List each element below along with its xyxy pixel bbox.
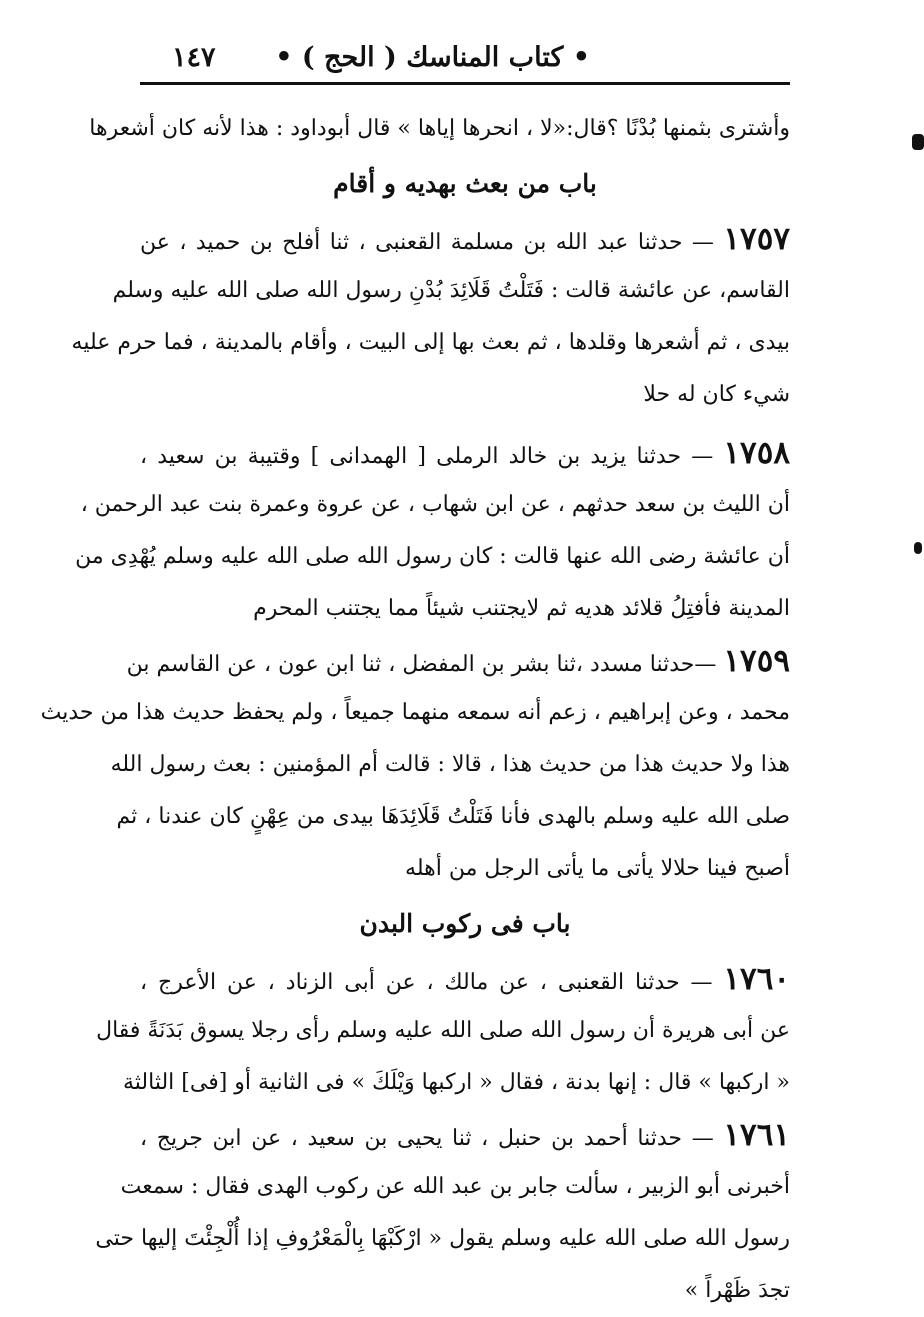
text-line [126,635,790,687]
text-span: — حدثنا أحمد بن حنبل ، ثنا يحيى بن سعيد ، عن ابن جريج ، [140,1126,714,1151]
text-line: أخبرنى أبو الزبير ، سألت جابر بن عبد الله عن ركوب الهدى فقال : سمعت [120,1174,790,1199]
hadith-number: ١٧٦١ [723,1117,790,1153]
text-line: هذا ولا حديث هذا من حديث هذا ، قالا : قالت أم المؤمنين : بعث رسول الله [110,752,790,777]
text-line: « اركبها » قال : إنها بدنة ، فقال « اركبها وَيْلَكَ » فى الثانية أو [فى] الثالثة [122,1070,790,1095]
hadith-number: ١٧٥٨ [723,435,791,471]
text-line: القاسم، عن عائشة قالت : فَتَلْتُ قَلَائِدَ بُدْنِ رسول الله صلى الله عليه وسلم [112,278,790,303]
running-header [140,40,790,85]
hadith-1761 [95,1109,790,1317]
text-line: أن الليث بن سعد حدثهم ، عن ابن شهاب ، عن عروة وعمرة بنت عبد الرحمن ، [80,492,790,517]
hadith-1759 [40,635,790,895]
section-heading: باب من بعث بهديه و أقام [333,169,597,198]
hadith-1758 [75,427,791,635]
text-line [140,1109,790,1161]
text-line [140,427,790,479]
scan-edge-mark-top [912,134,924,150]
hadith-number: ١٧٦٠ [723,961,790,997]
text-line: وأشترى بثمنها بُدْنًا ؟قال:«لا ، انحرها إياها » قال أبوداود : هذا لأنه كان أشعرها [89,116,790,141]
text-line [140,213,790,265]
text-line: أصبح فينا حلالا يأتى ما يأتى الرجل من أهله [405,856,790,881]
text-line: شيء كان له حلا [643,382,790,407]
page-body [40,103,791,1317]
page-number: ١٤٧ [172,42,216,73]
text-span: —حدثنا مسدد ،ثنا بشر بن المفضل ، ثنا ابن عون ، عن القاسم بن [126,652,717,677]
hadith-number: ١٧٥٩ [723,643,790,679]
text-span: — حدثنا القعنبى ، عن مالك ، عن أبى الزناد ، عن الأعرج ، [140,970,713,995]
running-title: • كتاب المناسك ( الحج ) • [275,42,590,73]
text-span: — حدثنا يزيد بن خالد الرملى [ الهمدانى ] وقتيبة بن سعيد ، [140,444,714,469]
hadith-number: ١٧٥٧ [723,221,790,257]
text-line: المدينة فأفتِلُ قلائد هديه ثم لايجتنب شيئاً مما يجتنب المحرم [253,596,790,621]
text-line: محمد ، وعن إبراهيم ، زعم أنه سمعه منهما جميعاً ، ولم يحفظ حديث هذا من حديث [40,700,790,725]
hadith-1757 [71,213,790,421]
text-line [140,953,790,1005]
text-line: أن عائشة رضى الله عنها قالت : كان رسول الله صلى الله عليه وسلم يُهْدِى من [75,544,790,569]
text-span: — حدثنا عبد الله بن مسلمة القعنبى ، ثنا أفلح بن حميد ، عن [140,230,714,255]
hadith-1760 [96,953,790,1109]
scan-edge-mark-middle [914,542,922,554]
section-heading: باب فى ركوب البدن [359,909,571,938]
text-line: عن أبى هريرة أن رسول الله صلى الله عليه وسلم رأى رجلا يسوق بَدَنَةً فقال [96,1018,790,1043]
book-page [40,40,791,1303]
text-line: تجدَ ظَهْراً » [684,1278,790,1303]
text-line: رسول الله صلى الله عليه وسلم يقول « ارْكَبْهَا بِالْمَعْرُوفِ إذا أُلْجِئْتَ إليها حتى [95,1226,790,1251]
text-line: صلى الله عليه وسلم بالهدى فأنا فَتَلْتُ قَلَائِدَهَا بيدى من عِهْنٍ كان عندنا ، ثم [116,804,790,829]
text-line: بيدى ، ثم أشعرها وقلدها ، ثم بعث بها إلى البيت ، وأقام بالمدينة ، فما حرم عليه [71,330,790,355]
